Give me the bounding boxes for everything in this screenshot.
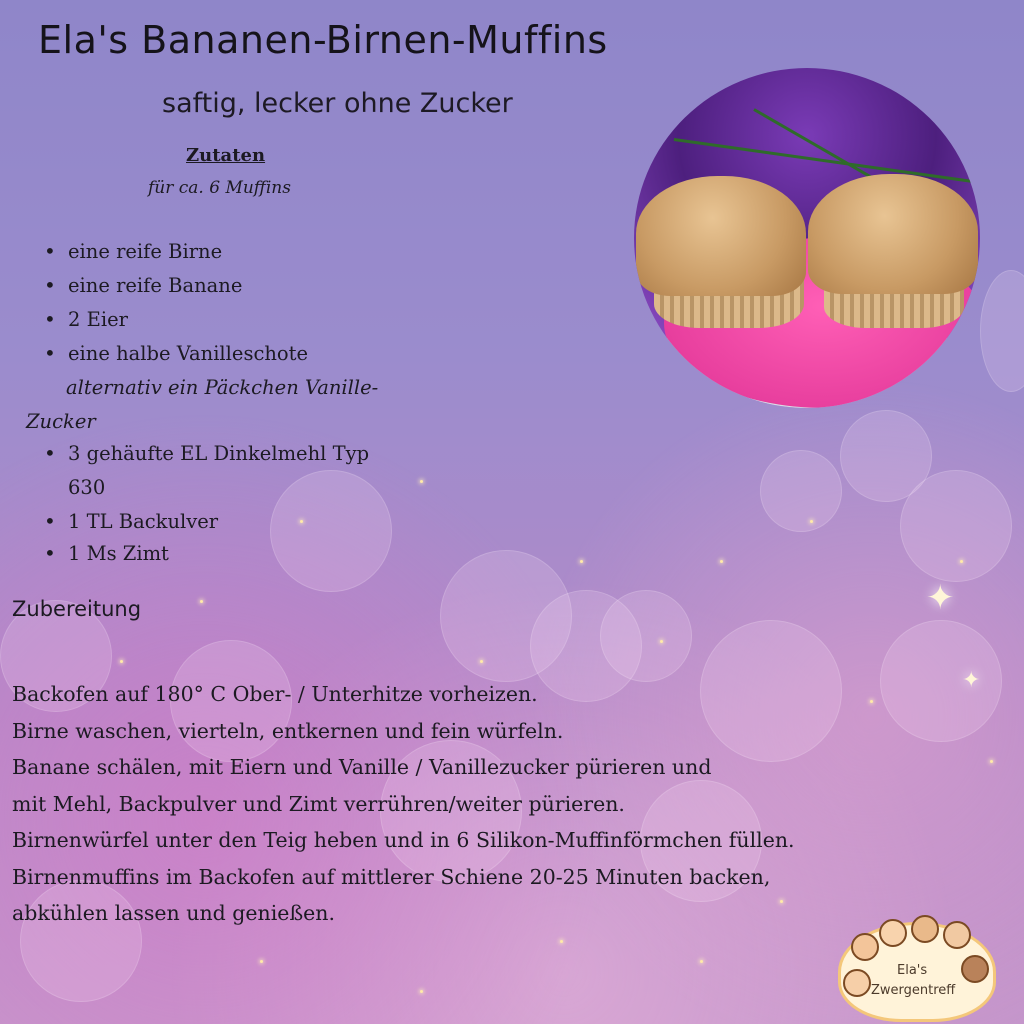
list-item: • 1 Ms Zimt [48, 542, 169, 565]
preparation-line: Backofen auf 180° C Ober- / Unterhitze vorheizen. [12, 682, 538, 706]
star-sparkle: ✦ [926, 578, 955, 618]
preparation-text [12, 676, 795, 932]
ingredient-note-continuation: Zucker [26, 410, 96, 433]
child-face-icon [961, 955, 989, 983]
sparkle [960, 560, 963, 563]
child-face-icon [879, 919, 907, 947]
sparkle [990, 760, 993, 763]
muffin-left [636, 176, 806, 296]
recipe-title: Ela's Bananen-Birnen-Muffins [38, 18, 608, 62]
muffin-photo [634, 68, 980, 408]
muffin-right [808, 174, 978, 294]
bokeh-light [980, 270, 1024, 392]
preparation-line: abkühlen lassen und genießen. [12, 901, 335, 925]
sparkle [420, 480, 423, 483]
sparkle [200, 600, 203, 603]
recipe-subtitle: saftig, lecker ohne Zucker [162, 88, 513, 119]
bokeh-light [760, 450, 842, 532]
sparkle [480, 660, 483, 663]
sparkle [720, 560, 723, 563]
sparkle [560, 940, 563, 943]
list-item: • eine reife Birne [48, 240, 222, 263]
bokeh-light [270, 470, 392, 592]
sparkle [120, 660, 123, 663]
list-item-continuation: 630 [68, 476, 106, 499]
list-item: • 2 Eier [48, 308, 128, 331]
child-face-icon [851, 933, 879, 961]
zwergentreff-logo [838, 922, 996, 1022]
sparkle [420, 990, 423, 993]
preparation-line: Banane schälen, mit Eiern und Vanille / Vanillezucker pürieren und [12, 755, 712, 779]
sparkle [660, 640, 663, 643]
bokeh-light [600, 590, 692, 682]
preparation-line: Birnenmuffins im Backofen auf mittlerer Schiene 20-25 Minuten backen, [12, 864, 771, 889]
child-face-icon [943, 921, 971, 949]
sparkle [260, 960, 263, 963]
sparkle [810, 520, 813, 523]
list-item: • 1 TL Backulver [48, 510, 218, 533]
logo-text: Zwergentreff [871, 983, 956, 998]
sparkle [300, 520, 303, 523]
preparation-line: mit Mehl, Backpulver und Zimt verrühren/weiter pürieren. [12, 791, 625, 816]
child-face-icon [911, 915, 939, 943]
star-sparkle: ✦ [962, 668, 981, 693]
logo-text: Ela's [897, 963, 928, 978]
child-face-icon [843, 969, 871, 997]
sparkle [580, 560, 583, 563]
bokeh-light [880, 620, 1002, 742]
bokeh-light [900, 470, 1012, 582]
ingredient-note: alternativ ein Päckchen Vanille- [66, 376, 379, 399]
preparation-line: Birnenwürfel unter den Teig heben und in 6 Silikon-Muffinförmchen füllen. [12, 828, 795, 852]
preparation-heading: Zubereitung [12, 597, 142, 621]
ingredients-quantity: für ca. 6 Muffins [148, 178, 291, 198]
sparkle [700, 960, 703, 963]
ingredients-heading: Zutaten [186, 145, 266, 166]
preparation-line: Birne waschen, vierteln, entkernen und fein würfeln. [12, 718, 564, 743]
list-item: • 3 gehäufte EL Dinkelmehl Typ [48, 442, 369, 465]
sparkle [870, 700, 873, 703]
list-item: • eine reife Banane [48, 274, 242, 297]
list-item: • eine halbe Vanilleschote [48, 342, 308, 365]
